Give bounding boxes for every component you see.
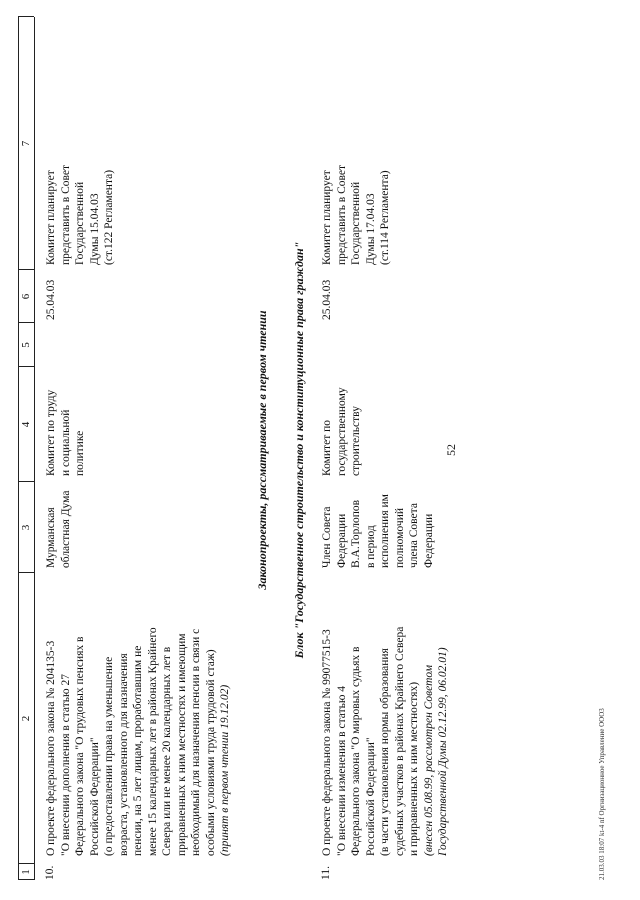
committee-line: Комитет по xyxy=(321,420,333,476)
page-number: 52 xyxy=(444,444,458,456)
bill-text-line: необходимый для назначения пенсии в связи с xyxy=(190,628,202,856)
bill-text-line: "О внесении изменения в статью 4 xyxy=(335,685,348,856)
review-date: 25.04.03 xyxy=(321,279,333,320)
remark-line: (ст.114 Регламента) xyxy=(379,170,391,265)
bill-text-line: "О внесении дополнения в статью 27 xyxy=(59,674,72,856)
initiator-line: Мурманская xyxy=(45,507,57,568)
initiator-line: областная Дума xyxy=(59,490,72,568)
responsible-committee xyxy=(44,370,88,476)
remark-line: представить в Совет xyxy=(59,164,72,265)
remarks xyxy=(320,25,393,265)
bill-text-line: О проекте федерального закона № 99077515-3 xyxy=(321,629,333,856)
bill-text-line: Федерального закона "О трудовых пенсиях в xyxy=(74,636,86,856)
initiator-line: исполнения им xyxy=(379,494,391,568)
remark-line: Комитет планирует xyxy=(321,170,333,265)
column-header: 1 xyxy=(20,869,32,875)
initiator-line: в период xyxy=(364,525,377,568)
review-date: 25.04.03 xyxy=(45,279,57,320)
section-heading: Законопроекты, рассматриваемые в первом чтении xyxy=(255,310,269,590)
bill-text-line: особыми условиями труда трудовой стаж) xyxy=(204,649,217,856)
bill-initiator xyxy=(44,484,73,568)
bill-text-line: О проекте федерального закона № 204135-3 xyxy=(45,640,57,856)
bill-text-line: Федерального закона "О мировых судьях в xyxy=(350,646,362,856)
remark-line: Государственной xyxy=(350,181,362,265)
bill-text-line: возраста, установленного для назначения xyxy=(117,653,130,856)
committee-line: государственному xyxy=(335,387,348,476)
initiator-line: В.А.Торлопов xyxy=(350,499,362,568)
responsible-committee xyxy=(320,370,364,476)
column-header: 2 xyxy=(20,715,32,722)
remark-line: (ст.122 Регламента) xyxy=(103,169,115,265)
remarks xyxy=(44,25,117,265)
column-header: 3 xyxy=(20,524,32,531)
bill-text-line: (о предоставлении права на уменьшение xyxy=(103,656,115,856)
initiator-line: Федерации xyxy=(422,513,435,568)
committee-line: и социальной xyxy=(59,409,72,476)
bill-text-line: Российской Федерации" xyxy=(88,737,101,856)
page-footer: 21.03.03 18:07 kt-4 nf Оргнизационное Управление ООО3 xyxy=(598,708,606,880)
bill-text-line: Российской Федерации" xyxy=(364,737,377,856)
initiator-line: Федерации xyxy=(335,513,348,568)
remark-line: Думы 17.04.03 xyxy=(364,193,377,265)
column-header: 7 xyxy=(20,140,32,147)
bill-status-note: (принят в первом чтении 19.12.02) xyxy=(219,684,231,856)
block-heading: Блок "Государственное строительство и конституционные права граждан" xyxy=(292,241,306,659)
bill-text-line: Севера или не менее 20 календарных лет в xyxy=(161,646,173,856)
table-header-top-border xyxy=(18,17,19,880)
initiator-line: Член Совета xyxy=(321,506,333,568)
remark-line: Комитет планирует xyxy=(45,170,57,265)
remark-line: представить в Совет xyxy=(335,164,348,265)
bill-text-line: и приравненных к ним местностях) xyxy=(408,681,420,856)
committee-line: политике xyxy=(74,430,86,476)
committee-line: строительству xyxy=(350,406,362,476)
row-number: 10. xyxy=(44,865,56,880)
committee-line: Комитет по труду xyxy=(45,389,57,476)
bill-text-line: пенсии, на 5 лет лицам, проработавшим не xyxy=(132,645,144,856)
column-header: 5 xyxy=(20,342,32,348)
bill-text-line: судебных участков в районах Крайнего Севера xyxy=(393,626,406,856)
column-header: 4 xyxy=(20,421,32,428)
row-number: 11. xyxy=(320,866,332,880)
initiator-line: члена Совета xyxy=(408,503,420,568)
table-header-bottom-border xyxy=(34,17,35,880)
remark-line: Государственной xyxy=(74,181,86,265)
bill-text-line: менее 15 календарных лет в районах Крайнего xyxy=(146,627,159,856)
bill-description xyxy=(44,574,233,856)
bill-text-line: (в части установления нормы образования xyxy=(379,648,391,856)
bill-status-note: (внесен 05.08.99, рассмотрен Советом xyxy=(422,664,435,856)
column-header: 6 xyxy=(20,293,32,300)
bill-text-line: приравненных к ним местностях и имеющим xyxy=(175,633,188,856)
initiator-line: полномочий xyxy=(393,508,406,568)
bill-status-note: Государственной Думы 02.12.99, 06.02.01) xyxy=(437,647,449,856)
remark-line: Думы 15.04.03 xyxy=(88,193,101,265)
bill-initiator xyxy=(320,484,436,568)
bill-description xyxy=(320,574,451,856)
